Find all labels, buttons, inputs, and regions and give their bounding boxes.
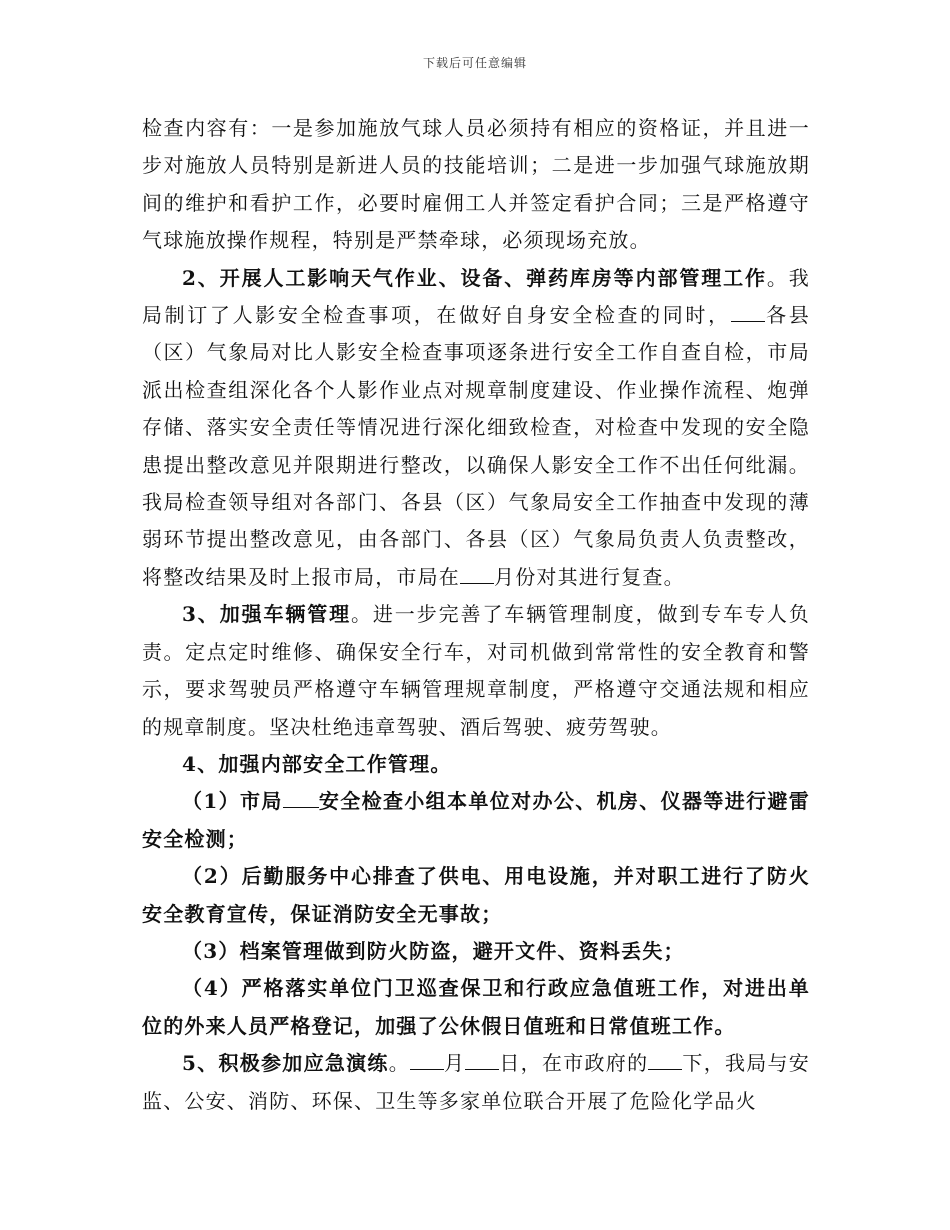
section-heading-4 (142, 746, 810, 783)
blank-underline (460, 563, 494, 584)
paragraph-text: 各县（区）气象局对比人影安全检查事项逐条进行安全工作自查自检，市局派出检查组深化各个人影作业点对规章制度建设、作业操作流程、炮弹存储、落实安全责任等情况进行深化细致检查，对检查中发现的安全隐患提出整改意见并限期进行整改，以确保人影安全工作不出任何纰漏。我局检查领导组对各部门、各县（区）气象局安全工作抽查中发现的薄弱环节提出整改意见，由各部门、各县（区）气象局负责人负责整改，将整改结果及时上报市局，市局在 (142, 303, 811, 589)
blank-underline (731, 301, 765, 322)
blank-underline (465, 1049, 499, 1070)
paragraph-item-3 (142, 933, 810, 970)
blank-underline (648, 1049, 682, 1070)
paragraph-text: 下，我局与安监、公安、消防、环保、卫生等多家单位联合开展了危险化学品火 (142, 1051, 811, 1113)
paragraph-vehicle-management (142, 596, 810, 746)
item-text: 安全检查小组本单位对办公、机房、仪器等进行避雷安全检测； (142, 789, 810, 851)
paragraph-text: 月 (443, 1051, 466, 1076)
paragraph-text: 检查内容有：一是参加施放气球人员必须持有相应的资格证，并且进一步对施放人员特别是新进人员的技能培训；二是进一步加强气球施放期间的维护和看护工作，必要时雇佣工人并签定看护合同；三是严格遵守气球施放操作规程，特别是严禁牵球，必须现场充放。 (142, 116, 810, 253)
item-text: （4）严格落实单位门卫巡查保卫和行政应急值班工作，对进出单位的外来人员严格登记，加强了公休假日值班和日常值班工作。 (142, 976, 810, 1038)
section-heading-text: 4、加强内部安全工作管理。 (182, 751, 452, 776)
section-heading-5: 5、积极参加应急演练 (182, 1051, 389, 1076)
paragraph-emergency-drill (142, 1045, 810, 1120)
paragraph-item-4 (142, 970, 810, 1045)
item-text: （1）市局 (182, 789, 283, 814)
item-text: （2）后勤服务中心排查了供电、用电设施，并对职工进行了防火安全教育宣传，保证消防安全无事故； (142, 864, 810, 926)
paragraph-text: 。 (388, 1051, 410, 1076)
paragraph-text: 日，在市政府的 (499, 1051, 649, 1076)
paragraph-inspection-content (142, 110, 810, 260)
paragraph-item-1 (142, 783, 810, 858)
section-heading-3: 3、加强车辆管理 (182, 602, 352, 627)
blank-underline (410, 1049, 444, 1070)
item-text: （3）档案管理做到防火防盗，避开文件、资料丢失； (182, 938, 685, 963)
paragraph-text: 月份对其进行复查。 (494, 564, 685, 589)
paragraph-weather-modification (142, 260, 810, 597)
paragraph-item-2 (142, 858, 810, 933)
paragraph-text: 。进一步完善了车辆管理制度，做到专车专人负责。定点定时维修、确保安全行车，对司机做到常常性的安全教育和警示，要求驾驶员严格遵守车辆管理规章制度，严格遵守交通法规和相应的规章制度。坚决杜绝违章驾驶、酒后驾驶、疲劳驾驶。 (142, 602, 810, 739)
section-heading-2: 2、开展人工影响天气作业、设备、弹药库房等内部管理工作 (182, 265, 767, 290)
blank-underline (283, 787, 319, 808)
document-body (142, 110, 810, 1120)
paragraph-text: 。我局制订了人影安全检查事项，在做好自身安全检查的同时， (142, 265, 810, 328)
page-header: 下载后可任意编辑 (422, 56, 527, 70)
